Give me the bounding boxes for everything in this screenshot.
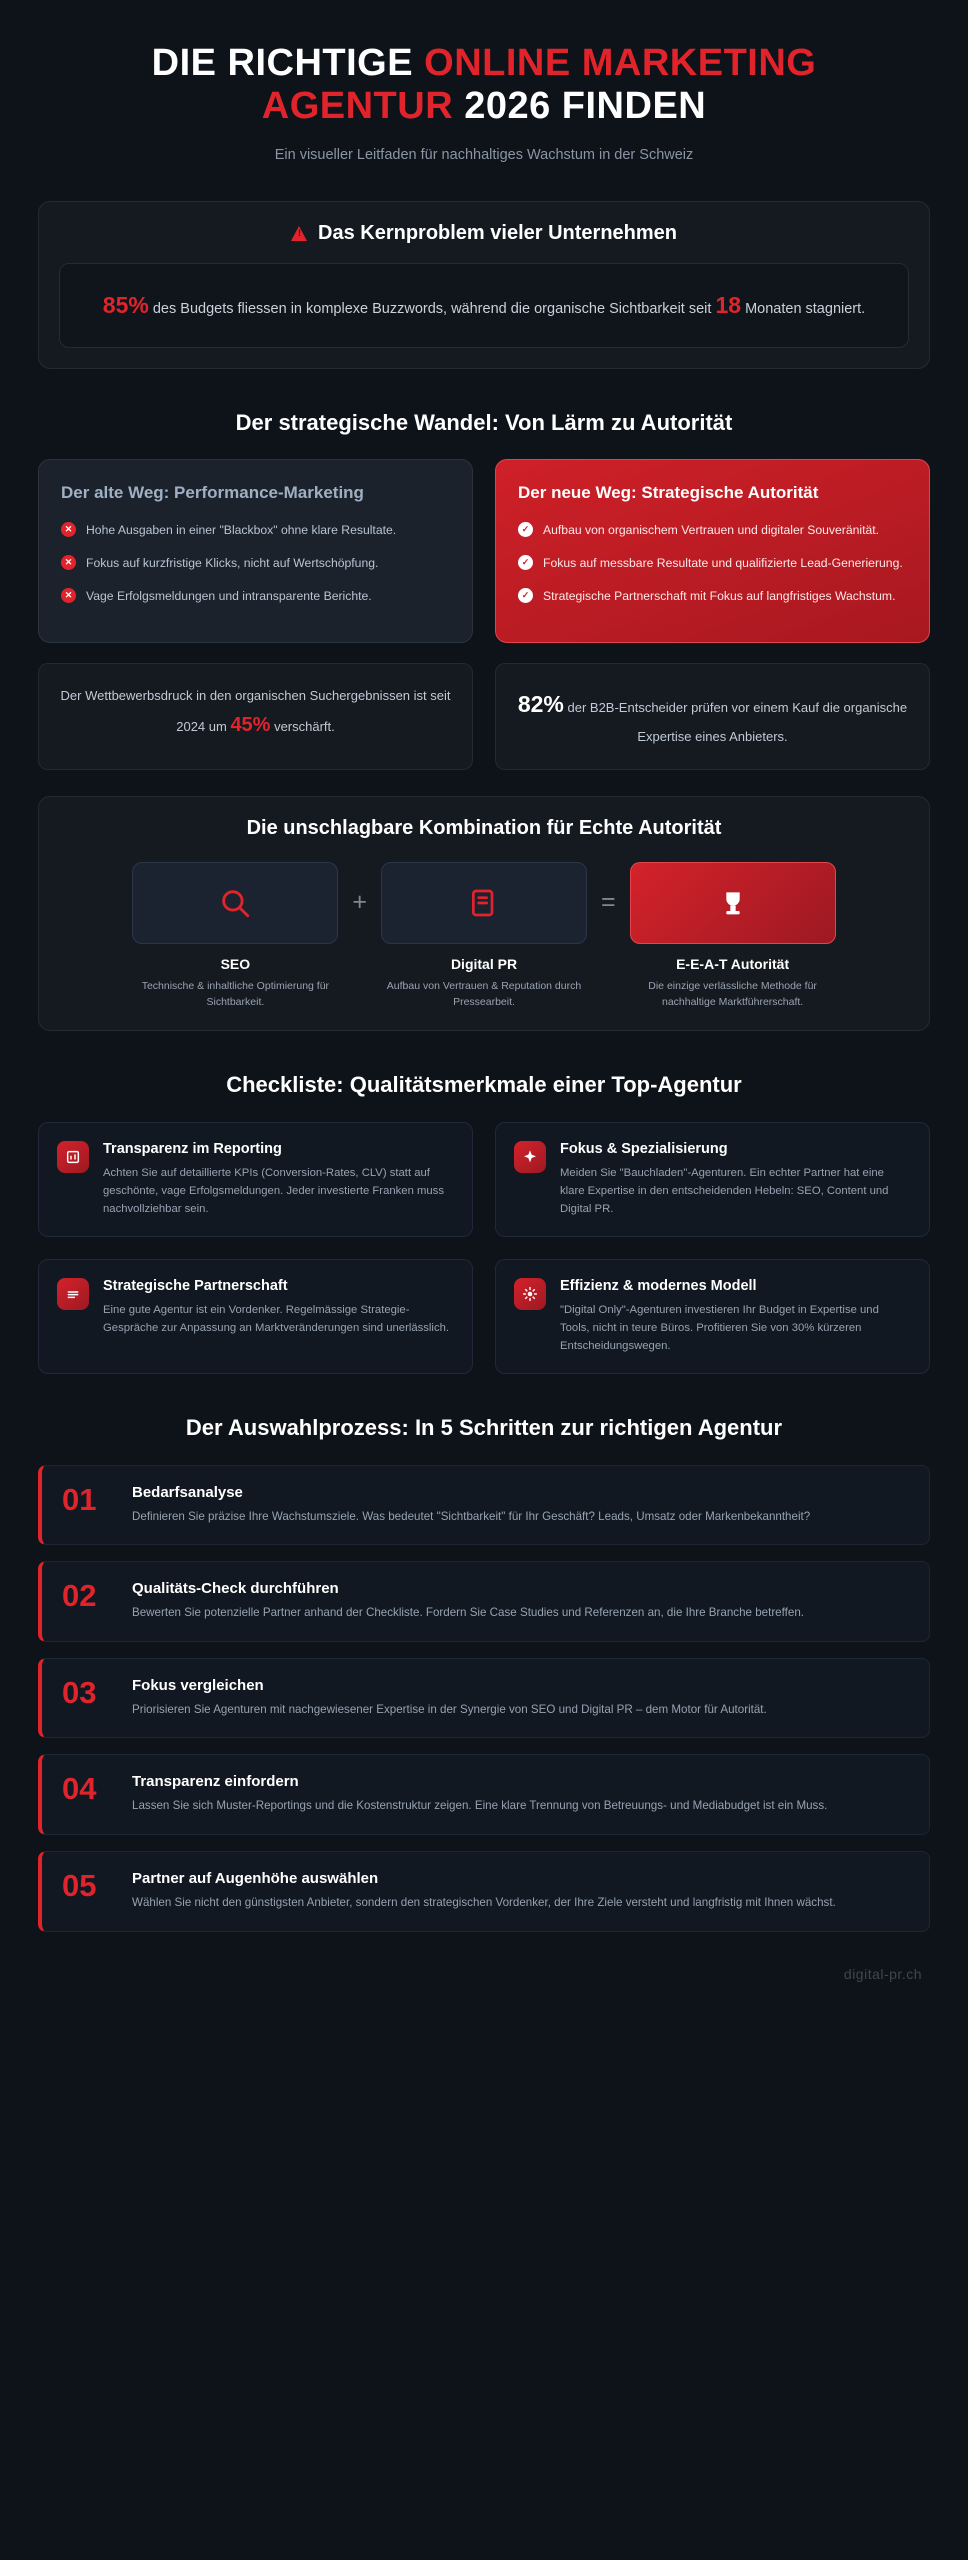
- page-title: [58, 42, 910, 127]
- core-problem-panel: [38, 201, 930, 369]
- b2b-text: der B2B-Entscheider prüfen vor einem Kauf die organische Expertise eines Anbieters.: [563, 699, 908, 745]
- combo-card-seo: [132, 862, 338, 1011]
- digital-pr-tile: [381, 862, 587, 944]
- combination-row: [59, 862, 909, 1011]
- new-way-title: Der neue Weg: Strategische Autorität: [518, 483, 819, 503]
- shift-heading: Der strategische Wandel: Von Lärm zu Autorität: [235, 409, 733, 435]
- cross-icon: ✕: [61, 555, 76, 570]
- step-text: Lassen Sie sich Muster-Reportings und die Kostenstruktur zeigen. Eine klare Trennung von Betreuungs- und Mediabudget ist ein Muss.: [132, 1799, 828, 1813]
- step-number: 03: [62, 1674, 97, 1710]
- step-title: Partner auf Augenhöhe auswählen: [132, 1869, 379, 1887]
- step-number: 05: [62, 1867, 97, 1903]
- checklist-card-text: Meiden Sie "Bauchladen"-Agenturen. Ein echter Partner hat eine klare Expertise in den entscheidenden Hebeln: SEO, Content und Digital PR.: [560, 1166, 889, 1215]
- new-way-card: [495, 459, 930, 643]
- cross-icon: ✕: [61, 522, 76, 537]
- check-icon: ✓: [518, 555, 533, 570]
- competition-stat-card: [38, 663, 473, 770]
- step-title: Transparenz einfordern: [132, 1773, 299, 1791]
- page-subtitle: Ein visueller Leitfaden für nachhaltiges Wachstum in der Schweiz: [274, 147, 694, 164]
- process-steps: [38, 1465, 930, 1932]
- checklist-card: [495, 1259, 930, 1374]
- old-way-item-text: Fokus auf kurzfristige Klicks, nicht auf Wertschöpfung.: [86, 556, 379, 571]
- competition-text-1: Der Wettbewerbsdruck in den organischen Suchergebnissen ist seit 2024 um: [60, 687, 451, 735]
- core-problem-title: Das Kernproblem vieler Unternehmen: [318, 222, 677, 245]
- old-way-item: [61, 521, 450, 540]
- check-icon: ✓: [518, 522, 533, 537]
- seo-tile: [132, 862, 338, 944]
- process-step: [38, 1658, 930, 1739]
- checklist-card-title: Fokus & Spezialisierung: [560, 1140, 728, 1157]
- new-way-item: [518, 587, 907, 606]
- combo-card-eeat: [630, 862, 836, 1011]
- document-icon: [468, 887, 500, 919]
- step-text: Bewerten Sie potenzielle Partner anhand der Checkliste. Fordern Sie Case Studies und Referenzen an, die Ihre Branche betreffen.: [132, 1606, 804, 1620]
- budget-percent-value: 85%: [102, 292, 149, 319]
- step-title: Fokus vergleichen: [132, 1676, 264, 1694]
- checklist-card-title: Transparenz im Reporting: [103, 1140, 282, 1157]
- checklist-card: [38, 1259, 473, 1374]
- step-number: 04: [62, 1771, 97, 1807]
- equals-operator: =: [601, 887, 616, 916]
- combo-name: Digital PR: [450, 955, 518, 972]
- plus-operator: +: [352, 887, 367, 916]
- combo-desc: Technische & inhaltliche Optimierung für Sichtbarkeit.: [141, 979, 330, 1008]
- trophy-icon: [717, 887, 749, 919]
- checklist-card: [495, 1122, 930, 1237]
- step-title: Qualitäts-Check durchführen: [132, 1580, 339, 1598]
- months-value: 18: [715, 292, 742, 319]
- old-way-title: Der alte Weg: Performance-Marketing: [61, 483, 364, 503]
- competition-value: 45%: [230, 714, 271, 737]
- combination-title: Die unschlagbare Kombination für Echte Autorität: [246, 816, 722, 839]
- new-way-item-text: Aufbau von organischem Vertrauen und digitaler Souveränität.: [543, 523, 880, 538]
- checklist-card-title: Effizienz & modernes Modell: [560, 1277, 757, 1294]
- new-way-item: [518, 554, 907, 573]
- chart-report-icon: [57, 1141, 89, 1173]
- title-part-1: DIE RICHTIGE: [151, 42, 425, 84]
- step-text: Definieren Sie präzise Ihre Wachstumsziele. Was bedeutet "Sichtbarkeit" für Ihr Geschäft? Leads, Umsatz oder Markenbekanntheit?: [132, 1509, 811, 1523]
- combo-desc: Aufbau von Vertrauen & Reputation durch Pressearbeit.: [386, 979, 582, 1008]
- new-way-item: [518, 521, 907, 540]
- hero-section: [38, 22, 930, 175]
- old-way-item: [61, 587, 450, 606]
- title-accent: ONLINE MARKETING AGENTUR: [261, 42, 817, 127]
- magnifier-icon: [218, 886, 252, 920]
- checklist-card-title: Strategische Partnerschaft: [103, 1277, 288, 1294]
- combo-name: SEO: [220, 955, 251, 972]
- new-way-item-text: Fokus auf messbare Resultate und qualifizierte Lead-Generierung.: [543, 556, 903, 571]
- core-problem-title-row: [59, 222, 909, 245]
- shift-columns: [38, 459, 930, 643]
- b2b-stat-card: [495, 663, 930, 770]
- step-title: Bedarfsanalyse: [132, 1483, 243, 1501]
- process-step: [38, 1465, 930, 1546]
- cross-icon: ✕: [61, 588, 76, 603]
- checklist-card-text: "Digital Only"-Agenturen investieren Ihr Budget in Expertise und Tools, nicht in teure Büros. Profitieren Sie von 30% kürzeren Entscheidungswegen.: [560, 1303, 879, 1353]
- title-part-2: 2026 FINDEN: [453, 84, 707, 127]
- old-way-item-text: Vage Erfolgsmeldungen und intransparente Berichte.: [86, 588, 372, 603]
- process-heading: Der Auswahlprozess: In 5 Schritten zur richtigen Agentur: [185, 1415, 783, 1441]
- footer-brand: digital-pr.ch: [843, 1965, 922, 1982]
- core-problem-text-1: des Budgets fliessen in komplexe Buzzwords, während die organische Sichtbarkeit seit: [148, 301, 716, 318]
- step-number: 02: [62, 1578, 97, 1614]
- combo-card-digital-pr: [381, 862, 587, 1011]
- warning-triangle-icon: [291, 226, 308, 241]
- process-step: [38, 1561, 930, 1642]
- combo-name: E-E-A-T Autorität: [676, 955, 790, 972]
- handshake-icon: [57, 1278, 89, 1310]
- gear-icon: [514, 1278, 546, 1310]
- checklist-card-text: Eine gute Agentur ist ein Vordenker. Regelmässige Strategie-Gespräche zur Anpassung an Marktveränderungen sind unerlässlich.: [103, 1303, 450, 1335]
- competition-text-2: verschärft.: [270, 719, 335, 735]
- step-number: 01: [62, 1481, 97, 1517]
- check-icon: ✓: [518, 588, 533, 603]
- checklist-card: [38, 1122, 473, 1237]
- core-problem-stat: [59, 263, 909, 348]
- target-pin-icon: [514, 1141, 546, 1173]
- process-step: [38, 1754, 930, 1835]
- combo-desc: Die einzige verlässliche Methode für nachhaltige Marktführerschaft.: [648, 979, 817, 1008]
- old-way-item-text: Hohe Ausgaben in einer "Blackbox" ohne klare Resultate.: [86, 523, 397, 538]
- process-step: [38, 1851, 930, 1932]
- step-text: Priorisieren Sie Agenturen mit nachgewiesener Expertise in der Synergie von SEO und Digital PR – dem Motor für Autorität.: [132, 1702, 767, 1716]
- shift-stats-row: [38, 663, 930, 770]
- eeat-tile: [630, 862, 836, 944]
- checklist-card-text: Achten Sie auf detaillierte KPIs (Conversion-Rates, CLV) statt auf geschönte, vage Erfolgsmeldungen. Jeder investierte Franken muss nachvollziehbar sein.: [103, 1166, 444, 1215]
- step-text: Wählen Sie nicht den günstigsten Anbieter, sondern den strategischen Vordenker, der Ihre Ziele versteht und langfristig mit Ihnen wächst.: [132, 1895, 836, 1909]
- old-way-card: [38, 459, 473, 643]
- core-problem-text-2: Monaten stagniert.: [741, 301, 866, 318]
- checklist-grid: [38, 1122, 930, 1374]
- new-way-item-text: Strategische Partnerschaft mit Fokus auf langfristiges Wachstum.: [543, 588, 896, 603]
- checklist-heading: Checkliste: Qualitätsmerkmale einer Top-Agentur: [226, 1072, 742, 1098]
- b2b-value: 82%: [517, 690, 564, 717]
- old-way-item: [61, 554, 450, 573]
- combination-panel: [38, 796, 930, 1032]
